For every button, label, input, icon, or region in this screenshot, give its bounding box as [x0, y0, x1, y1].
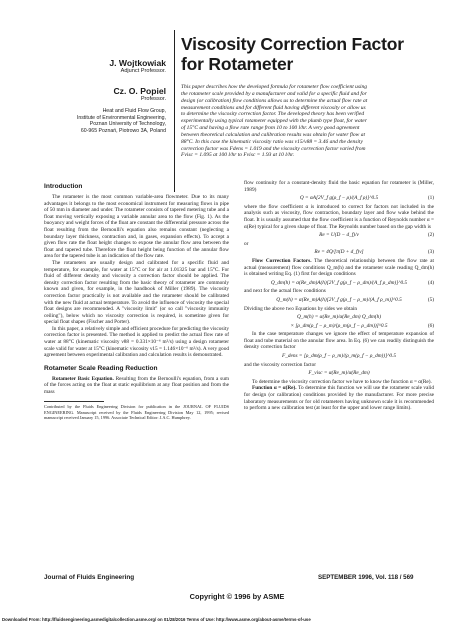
- author-name: Cz. O. Popiel: [113, 86, 166, 96]
- equation: [244, 323, 434, 330]
- equation-body: Q_m(h) = α(Re_m)A(h)[2V_f g(ρ_f − ρ_m)/(A_f ρ_m)]^0.5: [276, 296, 402, 303]
- right-column: [244, 180, 434, 412]
- abstract-line: 88°C. In this case the kinematic viscosity ratio was ν15/ν88 = 3.46 and the density: [181, 138, 363, 145]
- footnote-rule: [44, 401, 104, 402]
- paragraph: [44, 376, 229, 396]
- abstract-line: experimentally using typical rotameter equipped with the plumb type float, for water: [181, 118, 367, 125]
- section-heading: Introduction: [44, 183, 83, 190]
- paragraph-text: Resulting from the Bernoulli's equation, from a sum of the forces acting on the float at static equilibrium at any float position and from the mass: [44, 375, 229, 396]
- paragraph: or: [244, 240, 249, 247]
- equation-body: F_dens = [ρ_dm(ρ_f − ρ_m)/(ρ_m(ρ_f − ρ_dm))]^0.5: [282, 353, 396, 360]
- abstract-line: of 15°C and having a flow rate range from 10 to 100 l/hr. A very good agreement: [181, 125, 360, 132]
- copyright: Copyright © 1996 by ASME: [189, 592, 285, 601]
- paragraph: and next for the actual flow conditions: [244, 288, 326, 295]
- paragraph: In the case temperature changes we ignore the effect of temperature expansion of float and tube material on the annular flow area. In Eq. (6) we can readily distinguish the density correction factor: [244, 331, 434, 351]
- paragraph: flow continuity for a constant-density fluid the basic equation for rotameter is (Miller, 1989): [244, 180, 434, 193]
- abstract-line: the rotameter scale provided by a manufacturer and valid for a specific fluid and for: [181, 90, 367, 97]
- paragraph-lead: Flow Correction Factors.: [252, 257, 312, 264]
- equation-body: Q_dm(h) = α(Re_dm)A(h)[2V_f g(ρ_f − ρ_dm)/(A_f ρ_dm)]^0.5: [270, 279, 408, 286]
- equation-body: × [ρ_dm(ρ_f − ρ_m)/(ρ_m(ρ_f − ρ_dm))]^0.5: [290, 322, 388, 329]
- paragraph: where the flow coefficient α is introduced to correct for factors not included in the analysis such as viscosity, flow contraction, boundary layer and flow wake behind the float. It is usually assumed that the flow coefficient is a function of Reynolds number α = α(Re) typical for a given shape of float. The Reynolds number based on the gap width is: [244, 203, 434, 230]
- paragraph: and the viscosity correction factor: [244, 361, 317, 368]
- author-name: J. Wojtkowiak: [109, 58, 166, 68]
- abstract-line: between theoretical calculation and calibration results was obtain for water flow at: [181, 131, 365, 138]
- equation-body: Q = αA[2V_f g(ρ_f − ρ)/(A_f ρ)]^0.5: [299, 195, 379, 202]
- author-affiliation-line: Institute of Environmental Engineering,: [76, 114, 166, 121]
- equation-number: (5): [427, 296, 434, 303]
- left-column: [44, 180, 229, 420]
- equation: [244, 353, 434, 360]
- paragraph: [244, 258, 434, 278]
- section-heading: Rotameter Scale Reading Reduction: [44, 364, 158, 372]
- equation: [244, 249, 434, 256]
- download-notice: Downloaded From: http://fluidsengineering.asmedigitalcollection.asme.org/ on 01/28/2016 Terms of Use: http://www.asme.org/about-asme/terms-of-use: [2, 617, 311, 622]
- equation-number: (6): [427, 322, 434, 329]
- author-affiliation-line: Heat and Fluid Flow Group,: [102, 108, 166, 114]
- equation-number: (4): [427, 279, 434, 286]
- equation: [244, 232, 434, 239]
- paragraph-text: The theoretical relationship between the flow rate at actual (measurement) flow conditions Q_m(h) and the rotameter scale reading Q_dm(h) is obtained writing Eq. (1) first for design conditions: [244, 257, 434, 278]
- title-line: for Rotameter: [181, 54, 294, 74]
- abstract-line: to determine the viscosity correction factor. The developed theory has been verified: [181, 111, 365, 118]
- paragraph-text: To determine this function we will use the rotameter scale valid for design (or calibration) conditions provided by the manufacturer. For more precise laboratory measurements or for old rotameters having unknown scale it is recommended to perform a new calibration test (at least for the upper and lower range limits).: [244, 385, 434, 412]
- equation-number: (2): [427, 232, 434, 239]
- abstract-line: correction factor was Fdens = 1.019 and the viscosity correction factor varied from: [181, 145, 366, 152]
- abstract: [181, 84, 461, 159]
- abstract-line: Fvisc = 1.095 at 100 l/hr to Fvisc = 1.93 at 10 l/hr.: [181, 152, 294, 159]
- equation-number: (1): [427, 195, 434, 202]
- author-block: [6, 58, 166, 134]
- paragraph: [244, 385, 434, 411]
- equation-number: (3): [427, 249, 434, 256]
- title-line: Viscosity Correction Factor: [181, 34, 404, 54]
- equation: [244, 195, 434, 202]
- paragraph-lead: Function α = α(Re).: [252, 385, 297, 392]
- paragraph-lead: Rotameter Basic Equation.: [52, 375, 114, 382]
- issue-info: SEPTEMBER 1996, Vol. 118 / 569: [318, 574, 414, 581]
- author-role: Adjunct Professor.: [120, 68, 166, 74]
- equation-body: Re = U(D − d_f)/ν: [319, 232, 359, 239]
- equation-body: F_visc = α(Re_m)/α(Re_dm): [308, 370, 370, 377]
- paper-title: [181, 34, 461, 74]
- author-affiliation-line: 60-965 Poznań, Piotrowo 3A, Poland: [80, 127, 166, 134]
- equation: [244, 314, 434, 321]
- paragraph: In this paper, a relatively simple and efficient procedure for predicting the viscosity correction factor is presented. The method is applied to predict the actual flow rate of water at 88°C (kinematic viscosity ν88 = 0.331×10⁻⁶ m²/s) using a design rotameter scale valid for water at 15°C (kinematic viscosity ν15 = 1.146×10⁻⁶ m²/s). A very good agreement between experimental calibration and calculation results is demonstrated.: [44, 325, 230, 359]
- equation-body: Re = 4Q/[π(D + d_f)ν]: [314, 249, 364, 256]
- paragraph: To determine the viscosity correction factor we have to know the function α = α(Re).: [252, 378, 432, 385]
- author-affiliation-line: Poznan University of Technology,: [89, 121, 166, 128]
- journal-name: Journal of Fluids Engineering: [44, 574, 135, 581]
- equation: [244, 280, 434, 287]
- paragraph: The rotameter is the most common variable-area flowmeter. Due to its many advantages it belongs to the most economical instrument for measuring flows in pipe of 50 mm in diameter and under. The rotameter consists of tapered metering tube and a float moving vertically exposing a variable annular area to the flow (Fig. 1). As the buoyancy and weight forces of the float are constant the differential pressure across the float resulting from the Bernoulli's equation also remains constant (neglecting a boundary layer thickness, contraction and, in gases, expansion effects). To accept a given flow rate the float height changes to expose the annular flow area between the float and tapered tube. Therefore the float height being function of the annular flow area for the tapered tube is an indication of the flow rate.: [44, 194, 229, 260]
- abstract-line: measurement conditions and for different fluid having different viscosity or allow us: [181, 104, 366, 111]
- header-divider: [174, 30, 175, 192]
- author-role: Professor.: [140, 96, 166, 102]
- equation: [244, 370, 434, 377]
- equation: [244, 297, 434, 304]
- abstract-line: design (or calibration) flow conditions allows us to determine the actual flow rate at: [181, 97, 368, 104]
- paragraph: Dividing the above two Equations by sides we obtain: [244, 305, 357, 312]
- footnote: Contributed by the Fluids Engineering Division for publication in the JOURNAL OF FLUIDS ENGINEERING. Manuscript received by the Fluids Engineering Division May 12, 1995; revised manuscript received January 15, 1996. Associate Technical Editor: J.A.C. Humphrey.: [44, 404, 229, 421]
- paragraph: The rotameters are usually design and calibrated for a specific fluid and temperature, for example, for water at 15°C or for air at 1.01325 bar and 15°C. For fluid of different density and viscosity a correction factor should be applied. The density correction factor resulting from the basic theory of rotameter are commonly known and given, for example, in the handbook of Miller (1989). The viscosity correction factor practically is not available and the rotameter should be calibrated with the new fluid at actual temperature. To avoid the influence of viscosity the special float designs are recommended. A "viscosity limit" (or so call "viscosity immunity ceiling"), below which no viscosity correction is required, is sometime given for special float shapes (Fischer and Porter).: [44, 259, 229, 326]
- abstract-line: This paper describes how the developed formula for rotameter flow coefficient using: [181, 84, 368, 90]
- equation-body: Q_m(h) = α(Re_m)/α(Re_dm) Q_dm(h): [296, 314, 381, 321]
